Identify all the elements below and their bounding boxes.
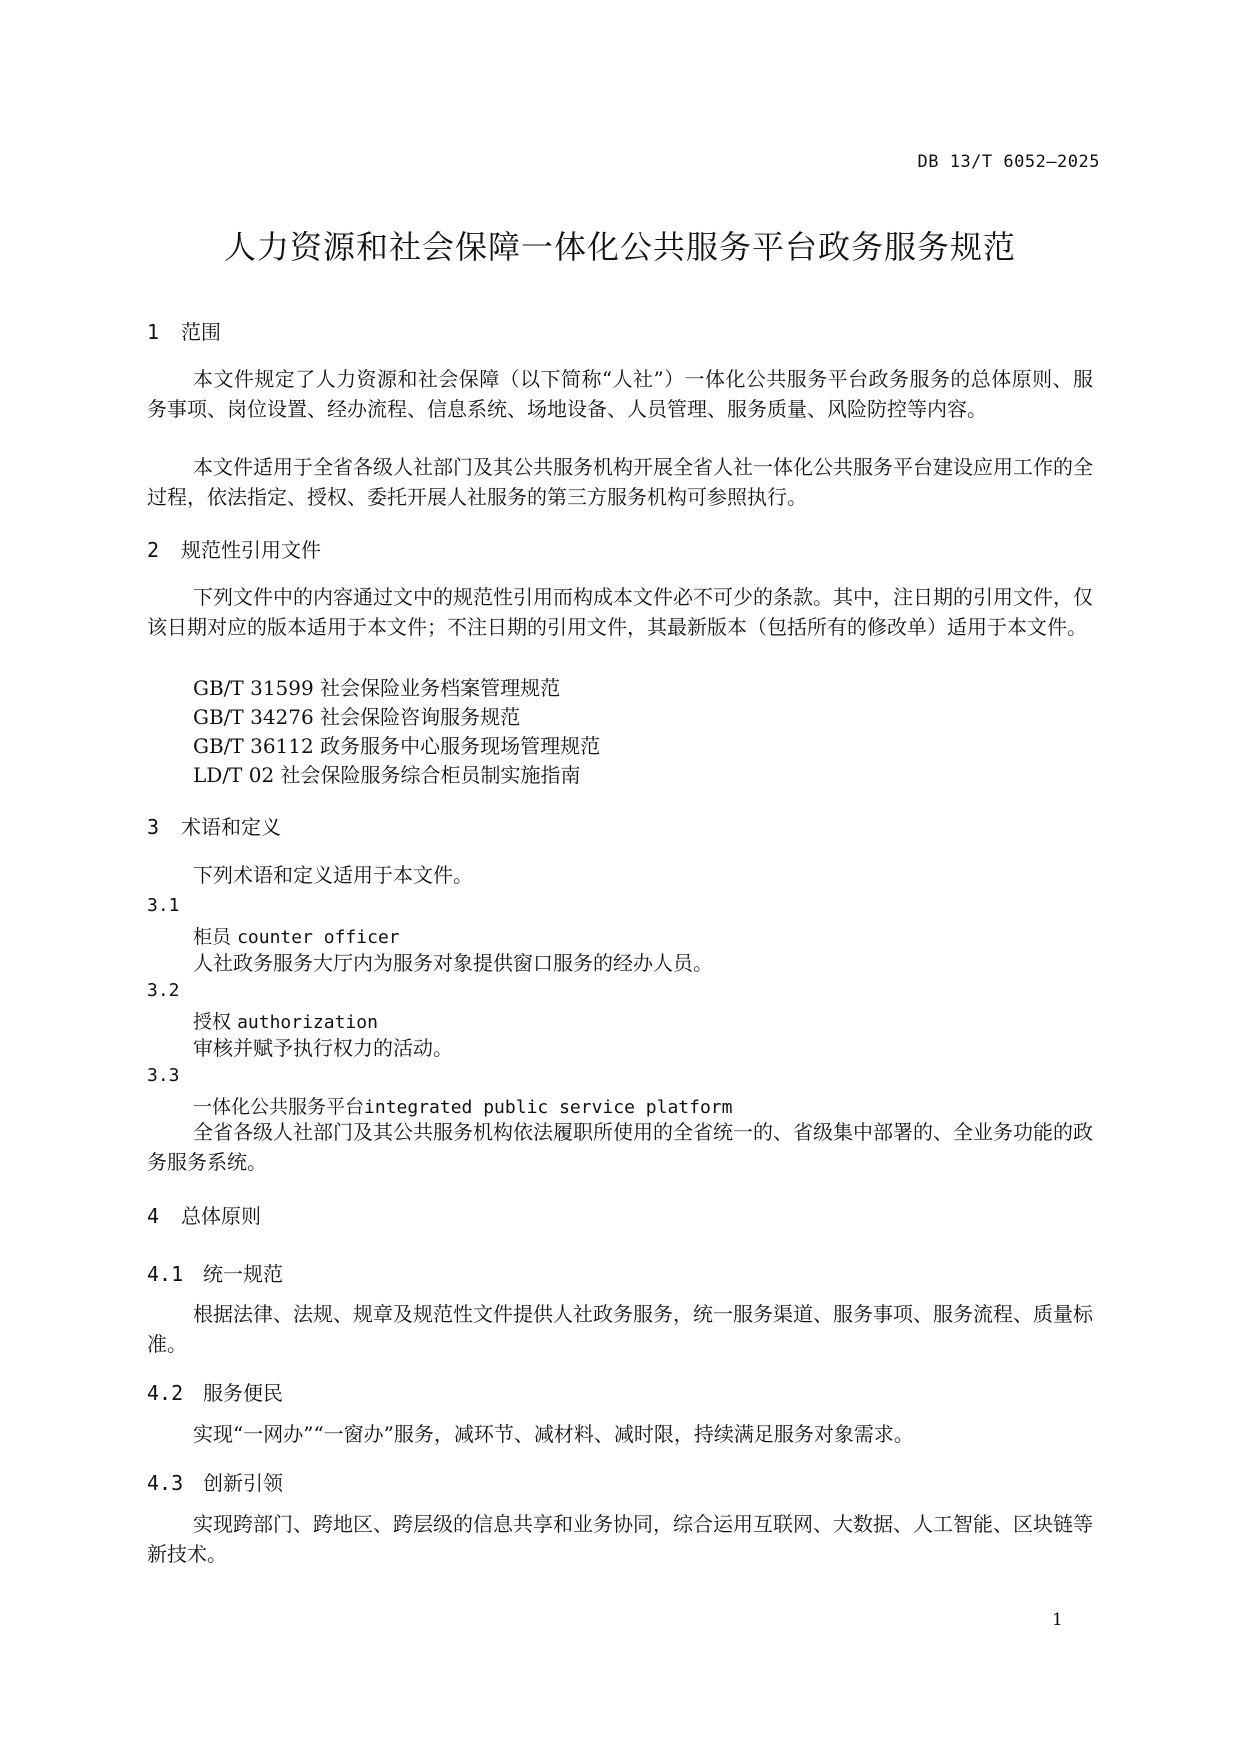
term-en: authorization: [237, 1012, 378, 1033]
term-number: 3.3: [147, 1065, 180, 1086]
subsection-title: 统一规范: [203, 1262, 283, 1286]
subsection-4-1-heading: [147, 1258, 283, 1287]
principle-paragraph: 实现“一网办”“一窗办”服务，减环节、减材料、减时限，持续满足服务对象需求。: [193, 1422, 914, 1446]
term-zh: 柜员: [193, 926, 232, 948]
subsection-title: 创新引领: [203, 1471, 283, 1495]
page-number: 1: [1052, 1610, 1063, 1630]
term-number: 3.1: [147, 895, 180, 916]
term-number: 3.2: [147, 980, 180, 1001]
subsection-number: 4.3: [147, 1471, 184, 1495]
subsection-4-3-heading: [147, 1467, 283, 1496]
reference-item: GB/T 31599 社会保险业务档案管理规范: [193, 676, 561, 700]
section-number: 4: [147, 1204, 160, 1228]
section-title: 范围: [181, 320, 221, 344]
section-2-heading: [147, 534, 321, 563]
term-definition: 全省各级人社部门及其公共服务机构依法履职所使用的全省统一的、省级集中部署的、全业务功能的政务服务系统。: [147, 1120, 1093, 1174]
term-definition: 人社政务服务大厅内为服务对象提供窗口服务的经办人员。: [193, 951, 713, 975]
reference-item: LD/T 02 社会保险服务综合柜员制实施指南: [193, 763, 581, 787]
terms-intro: 下列术语和定义适用于本文件。: [193, 863, 473, 887]
section-number: 3: [147, 815, 160, 839]
section-title: 术语和定义: [181, 815, 281, 839]
term-definition: 审核并赋予执行权力的活动。: [193, 1036, 453, 1060]
document-code: DB 13/T 6052—2025: [917, 152, 1100, 172]
subsection-title: 服务便民: [203, 1381, 283, 1405]
section-number: 1: [147, 320, 160, 344]
page-title: 人力资源和社会保障一体化公共服务平台政务服务规范: [223, 228, 1016, 266]
reference-item: GB/T 34276 社会保险咨询服务规范: [193, 705, 521, 729]
term-en: integrated public service platform: [364, 1097, 733, 1118]
principle-paragraph: 实现跨部门、跨地区、跨层级的信息共享和业务协同，综合运用互联网、大数据、人工智能、区块链等新技术。: [147, 1512, 1093, 1566]
section-number: 2: [147, 538, 160, 562]
references-paragraph: 下列文件中的内容通过文中的规范性引用而构成本文件必不可少的条款。其中，注日期的引用文件，仅该日期对应的版本适用于本文件；不注日期的引用文件，其最新版本（包括所有的修改单）适用于本文件。: [147, 585, 1093, 639]
reference-item: GB/T 36112 政务服务中心服务现场管理规范: [193, 734, 601, 758]
section-title: 总体原则: [181, 1204, 261, 1228]
subsection-4-2-heading: [147, 1377, 283, 1406]
section-1-heading: [147, 316, 221, 345]
term-heading: [193, 1092, 732, 1119]
principle-paragraph: 根据法律、法规、规章及规范性文件提供人社政务服务，统一服务渠道、服务事项、服务流程、质量标准。: [147, 1302, 1093, 1356]
term-zh: 授权: [193, 1011, 232, 1033]
term-en: counter officer: [237, 927, 400, 948]
section-4-heading: [147, 1200, 261, 1229]
scope-paragraph-1: 本文件规定了人力资源和社会保障（以下简称“人社”）一体化公共服务平台政务服务的总体原则、服务事项、岗位设置、经办流程、信息系统、场地设备、人员管理、服务质量、风险防控等内容。: [147, 367, 1093, 421]
section-3-heading: [147, 811, 281, 840]
term-zh: 一体化公共服务平台: [193, 1096, 365, 1118]
term-heading: [193, 922, 400, 949]
subsection-number: 4.2: [147, 1381, 184, 1405]
term-heading: [193, 1007, 378, 1034]
scope-paragraph-2: 本文件适用于全省各级人社部门及其公共服务机构开展全省人社一体化公共服务平台建设应用工作的全过程，依法指定、授权、委托开展人社服务的第三方服务机构可参照执行。: [147, 455, 1093, 509]
section-title: 规范性引用文件: [181, 538, 321, 562]
subsection-number: 4.1: [147, 1262, 184, 1286]
